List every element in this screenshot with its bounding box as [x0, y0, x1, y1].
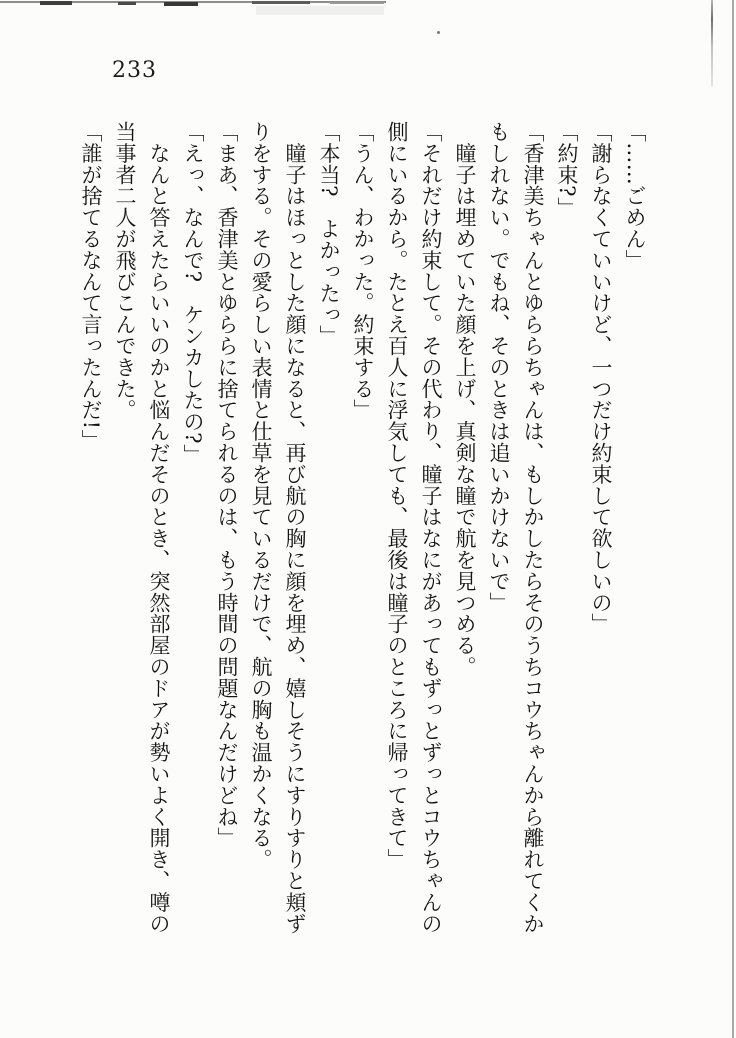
scan-artifact-dark-segment	[252, 1, 310, 4]
text-line: 瞳子はほっとした顔になると、再び航の胸に顔を埋め、嬉しそうにすりすりと頬ず	[283, 121, 307, 935]
text-line: 「本当? よかったっ」	[317, 121, 341, 347]
text-line: 「まあ、香津美とゆららに捨てられるのは、もう時間の問題なんだけどね」	[215, 121, 239, 849]
text-line: 「香津美ちゃんとゆららちゃんは、もしかしたらそのうちコウちゃんから離れてくか	[521, 121, 545, 935]
text-line: 瞳子は埋めていた顔を上げ、真剣な瞳で航を見つめる。	[453, 121, 477, 678]
scan-artifact-dark-segment	[330, 2, 384, 4]
scan-artifact-top-edge-line	[0, 1, 386, 3]
page-number: 233	[112, 58, 157, 83]
text-line: 「謝らなくていいけど、一つだけ約束して欲しいの」	[589, 121, 613, 635]
scan-artifact-vertical-streak	[711, 0, 713, 86]
scan-artifact-dark-segment	[40, 1, 72, 5]
text-line: 「約束?」	[555, 121, 579, 219]
scan-artifact-dark-segment	[118, 2, 136, 5]
scan-artifact-dark-segment	[164, 2, 198, 6]
page-text	[74, 121, 652, 959]
text-line: りをする。その愛らしい表情と仕草を見ているだけで、航の胸も温かくなる。	[249, 121, 273, 870]
text-line: 側にいるから。たとえ百人に浮気しても、最後は瞳子のところに帰ってきて」	[385, 121, 409, 870]
scan-artifact-smudge	[256, 6, 384, 15]
text-line: もしれない。でもね、そのときは追いかけないで」	[487, 121, 511, 614]
text-line: 「それだけ約束して。その代わり、瞳子はなにがあってもずっとずっとコウちゃんの	[419, 121, 443, 935]
text-line: 「うん、わかった。約束する」	[351, 121, 375, 421]
text-line: 当事者二人が飛びこんできた。	[113, 121, 137, 421]
scan-artifact-right-page-edge	[732, 0, 734, 1038]
text-line: 「……ごめん」	[623, 121, 647, 271]
text-line: 「えっ、なんで? ケンカしたの?」	[181, 121, 205, 466]
scan-artifact-speck	[437, 31, 440, 34]
text-line: 「誰が捨てるなんて言ったんだ!」	[79, 121, 103, 451]
text-line: なんと答えたらいいのかと悩んだそのとき、突然部屋のドアが勢いよく開き、噂の	[147, 121, 171, 935]
